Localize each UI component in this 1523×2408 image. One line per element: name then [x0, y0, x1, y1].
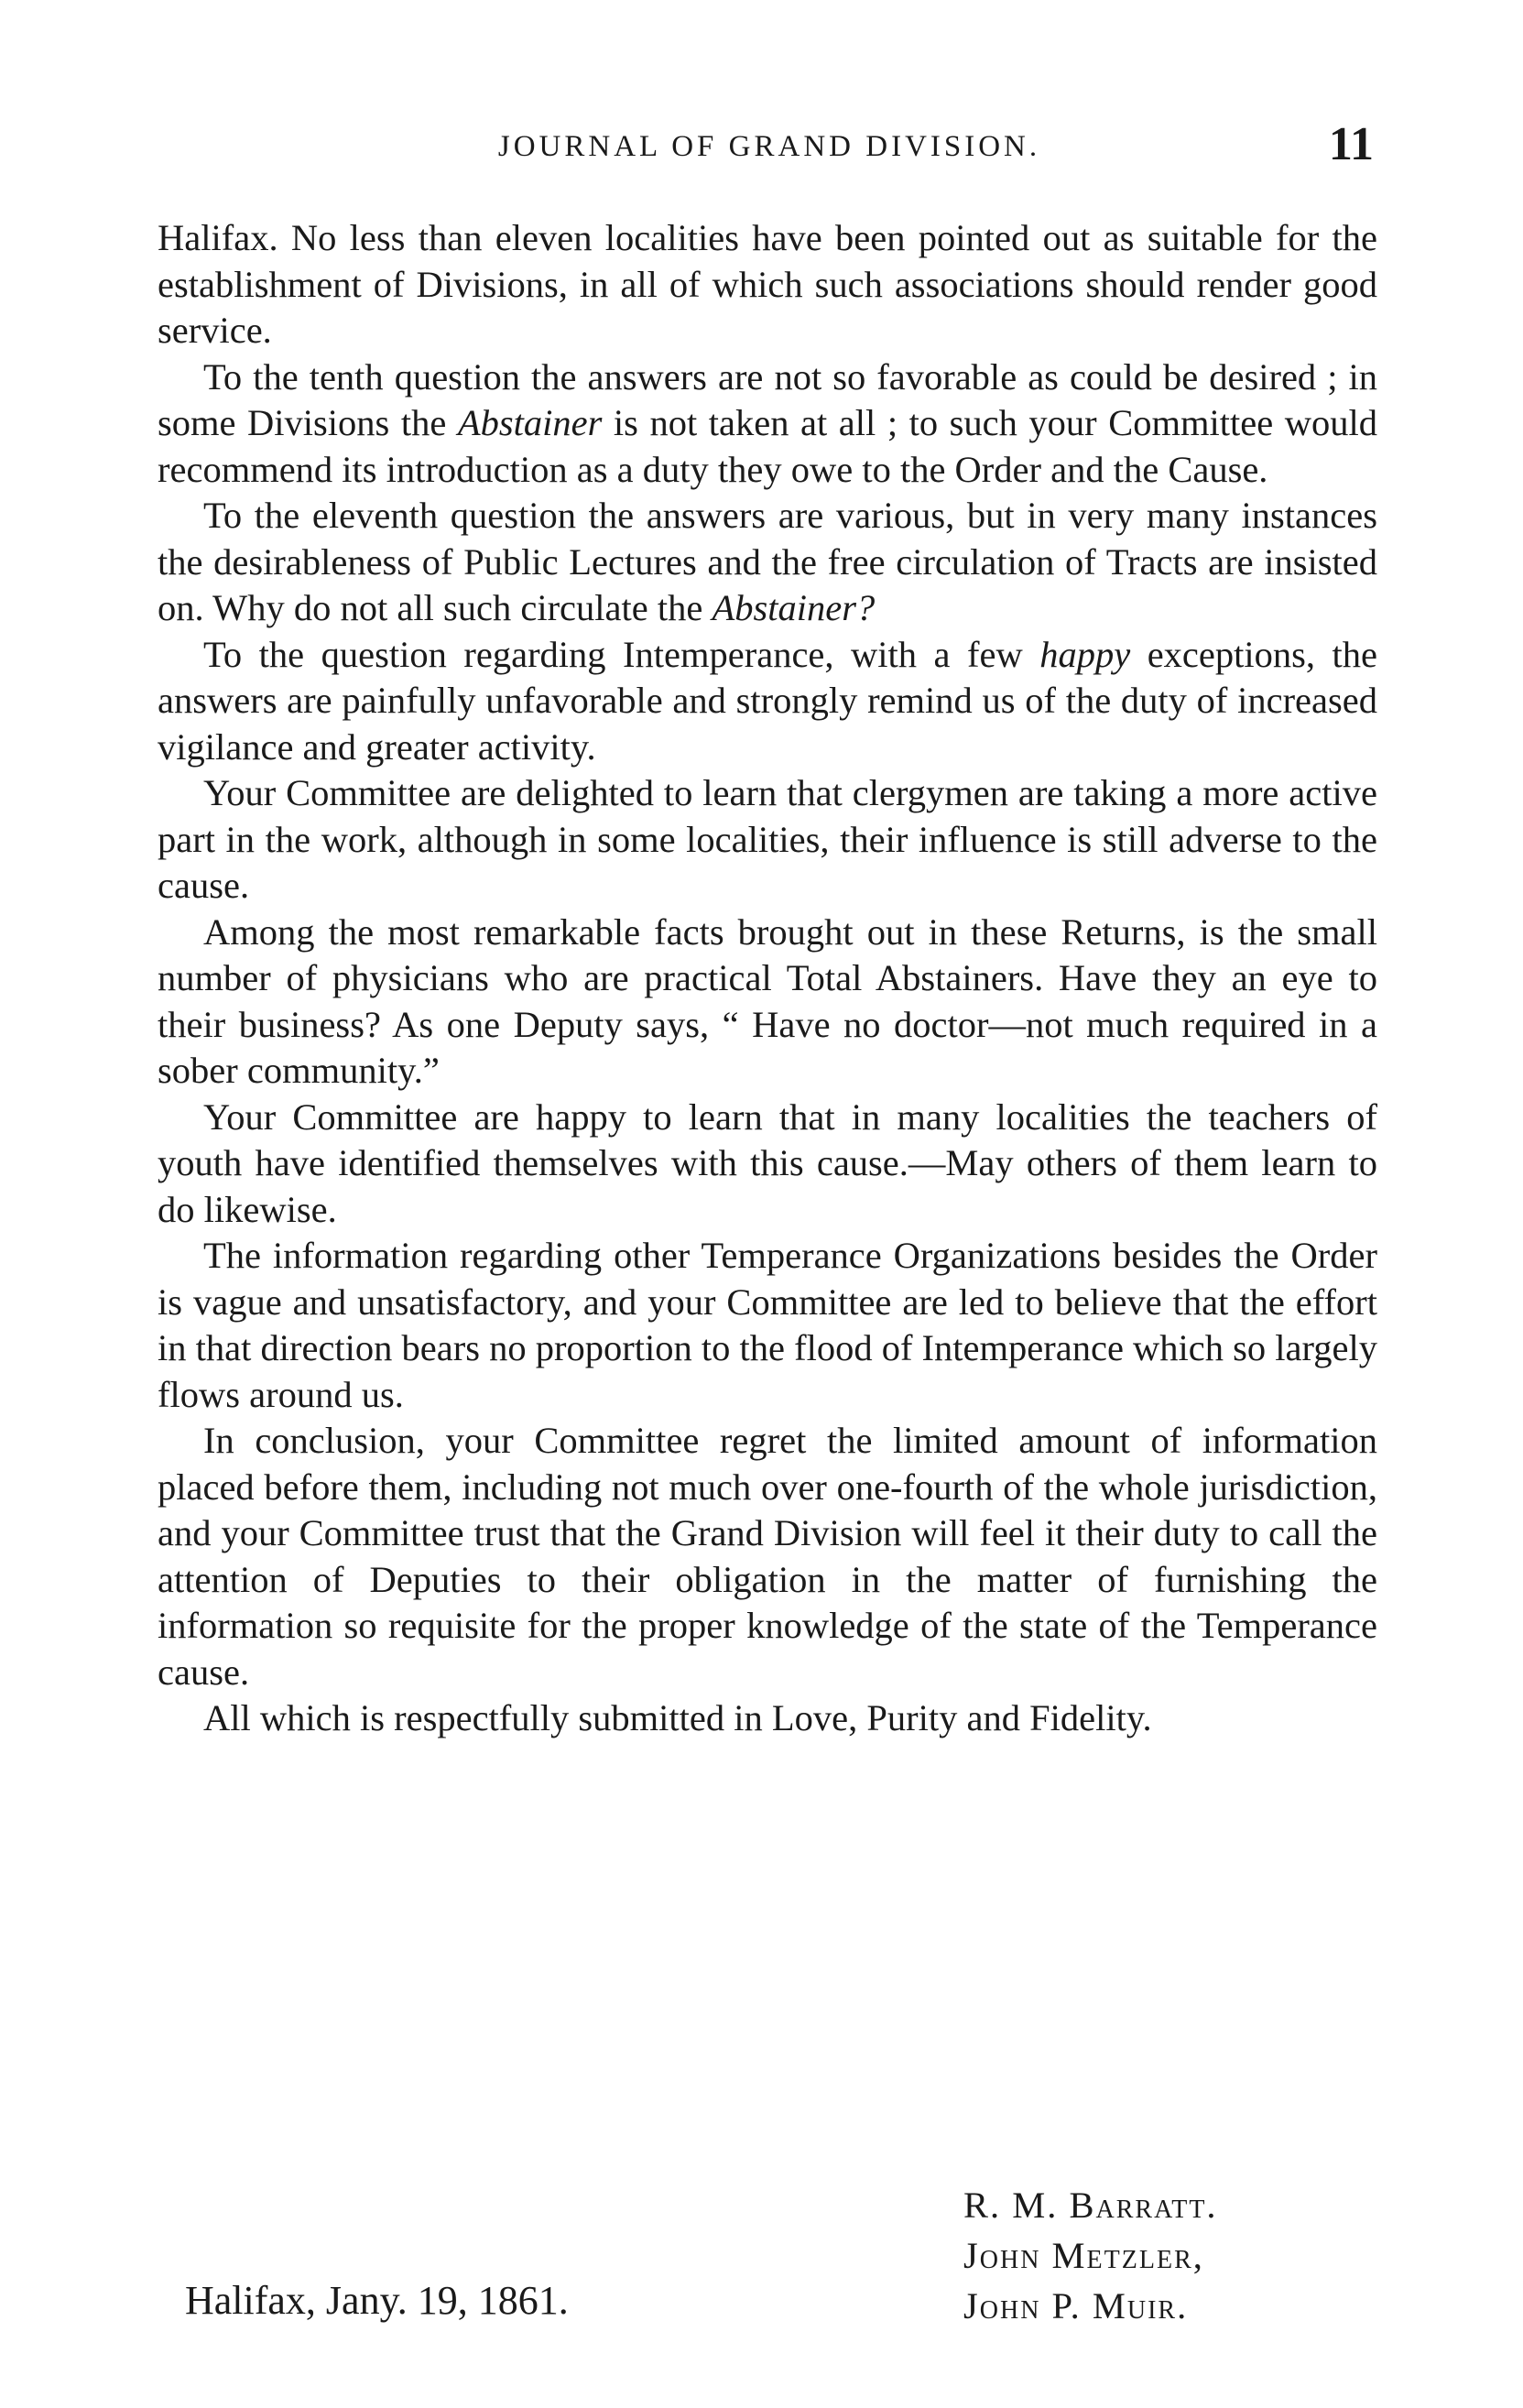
- signatory-name: R. M. Barratt.: [963, 2185, 1218, 2226]
- abstainer-italic: Abstainer: [457, 402, 603, 443]
- signatory-name: John P. Muir.: [963, 2285, 1189, 2326]
- place-and-date: Halifax, Jany. 19, 1861.: [185, 2278, 569, 2323]
- body-text: [158, 215, 1377, 1742]
- happy-italic: happy: [1039, 633, 1131, 675]
- signatory-name: John Metzler,: [963, 2235, 1204, 2276]
- signature-block: [158, 2180, 1377, 2336]
- signatory-list: [963, 2180, 1218, 2331]
- paragraph-submission: All which is respectfully submitted in Love, Purity and Fidelity.: [203, 1697, 1152, 1738]
- paragraph-teachers: Your Committee are happy to learn that in many localities the teachers of youth have identified themselves with this cause.—May others of them learn to do likewise.: [158, 1095, 1377, 1230]
- paragraph-conclusion: In conclusion, your Committee regret the limited amount of information placed before them, including not much over one-fourth of the whole jurisdiction, and your Committee trust that the Grand Division will feel it their duty to call the attention of Deputies to their obligation in the matter of furnishing the information so requisite for the proper knowledge of the state of the Temperance cause.: [158, 1420, 1377, 1693]
- paragraph-continuation: Halifax. No less than eleven localities have been pointed out as suitable for the establishment of Divisions, in all of which such associations should render good service.: [158, 217, 1377, 351]
- running-head: [165, 117, 1374, 181]
- running-title: JOURNAL OF GRAND DIVISION.: [497, 130, 1041, 163]
- paragraph-tenth-question: To the tenth question the answers are not so favorable as could be desired ; in some Divisions the Abstainer is not taken at all ; to such your Committee would recommend its introduction as a duty they owe to the Order and the Cause.: [158, 355, 1377, 490]
- paragraph-eleventh-question: To the eleventh question the answers are various, but in very many instances the desirableness of Public Lectures and the free circulation of Tracts are insisted on. Why do not all such circulate the Abstainer?: [158, 495, 1377, 628]
- page-number: 11: [1328, 118, 1374, 170]
- abstainer-italic: Abstainer?: [712, 587, 876, 628]
- paragraph-clergymen: Your Committee are delighted to learn that clergymen are taking a more active part in the work, although in some localities, their influence is still adverse to the cause.: [158, 772, 1377, 906]
- paragraph-physicians: Among the most remarkable facts brought out in these Returns, is the small number of physicians who are practical Total Abstainers. Have they an eye to their business? As one Deputy says, “ Have no doctor—not much required in a sober community.”: [158, 910, 1377, 1091]
- paragraph-other-organizations: The information regarding other Temperance Organizations besides the Order is vague and unsatisfactory, and your Committee are led to believe that the effort in that direction bears no proportion to the flood of Intemperance which so largely flows around us.: [158, 1235, 1377, 1415]
- paragraph-intemperance: To the question regarding Intemperance, with a few happy exceptions, the answers are painfully unfavorable and strongly remind us of the duty of increased vigilance and greater activity.: [158, 633, 1377, 768]
